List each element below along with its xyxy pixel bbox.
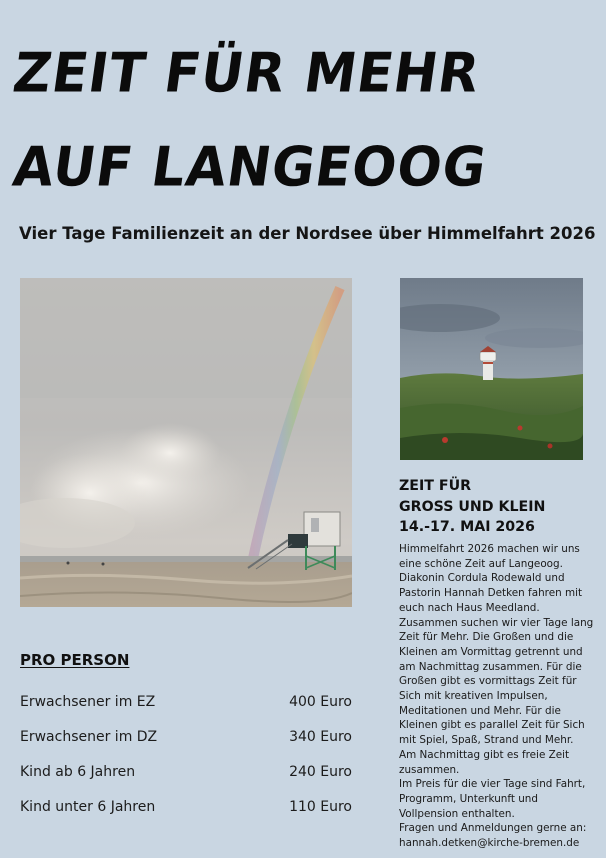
body-line: Zusammen suchen wir vier Tage lang <box>399 616 594 629</box>
price-row <box>20 694 352 714</box>
body-line: Am Nachmittag gibt es freie Zeit <box>399 748 570 761</box>
body-line: Programm, Unterkunft und <box>399 792 538 805</box>
body-line: Diakonin Cordula Rodewald und <box>399 572 565 585</box>
water-tower-dunes-photo <box>400 278 583 460</box>
body-line: euch nach Haus Meedland. <box>399 601 540 614</box>
body-line: Fragen und Anmeldungen gerne an: <box>399 822 587 835</box>
beach-rainbow-photo <box>20 278 352 607</box>
price-value: 400 Euro <box>289 694 352 710</box>
body-line: Meditationen und Mehr. Für die <box>399 704 561 717</box>
body-line: Sich mit kreativen Impulsen, <box>399 690 548 703</box>
section-heading <box>399 476 545 538</box>
body-line: mit Spiel, Spaß, Strand und Mehr. <box>399 734 574 747</box>
section-heading-line: GROSS UND KLEIN <box>399 498 546 515</box>
body-line: am Nachmittag zusammen. Für die <box>399 660 582 673</box>
body-line: Himmelfahrt 2026 machen wir uns <box>399 543 580 555</box>
body-line: zusammen. <box>399 763 460 776</box>
price-row <box>20 729 352 749</box>
section-heading-line: ZEIT FÜR <box>399 478 472 494</box>
price-heading: PRO PERSON <box>20 651 130 669</box>
price-row <box>20 799 352 819</box>
subtitle: Vier Tage Familienzeit an der Nordsee über Himmelfahrt 2026 <box>19 224 596 243</box>
price-value: 110 Euro <box>289 799 352 815</box>
price-label: Erwachsener im EZ <box>20 694 156 710</box>
price-label: Kind ab 6 Jahren <box>20 764 136 780</box>
section-body <box>399 542 594 851</box>
body-line: Zeit für Mehr. Die Großen und die <box>399 631 574 644</box>
body-line: Kleinen gibt es parallel Zeit für Sich <box>399 719 585 732</box>
body-line: eine schöne Zeit auf Langeoog. <box>399 557 563 570</box>
body-line: Im Preis für die vier Tage sind Fahrt, <box>399 778 586 791</box>
price-label: Erwachsener im DZ <box>20 729 158 745</box>
price-value: 340 Euro <box>289 729 352 745</box>
price-label: Kind unter 6 Jahren <box>20 799 156 815</box>
contact-email: hannah.detken@kirche-bremen.de <box>399 837 580 850</box>
body-line: Vollpension enthalten. <box>399 807 515 820</box>
headline-line-2: AUF LANGEOOG <box>9 136 491 199</box>
price-value: 240 Euro <box>289 764 352 780</box>
body-line: Kleinen am Vormittag getrennt und <box>399 645 583 658</box>
body-line: Pastorin Hannah Detken fahren mit <box>399 587 583 600</box>
body-line: Großen gibt es vormittags Zeit für <box>399 675 577 688</box>
section-date: 14.-17. MAI 2026 <box>399 519 535 535</box>
headline-line-1: ZEIT FÜR MEHR <box>9 42 484 105</box>
price-row <box>20 764 352 784</box>
